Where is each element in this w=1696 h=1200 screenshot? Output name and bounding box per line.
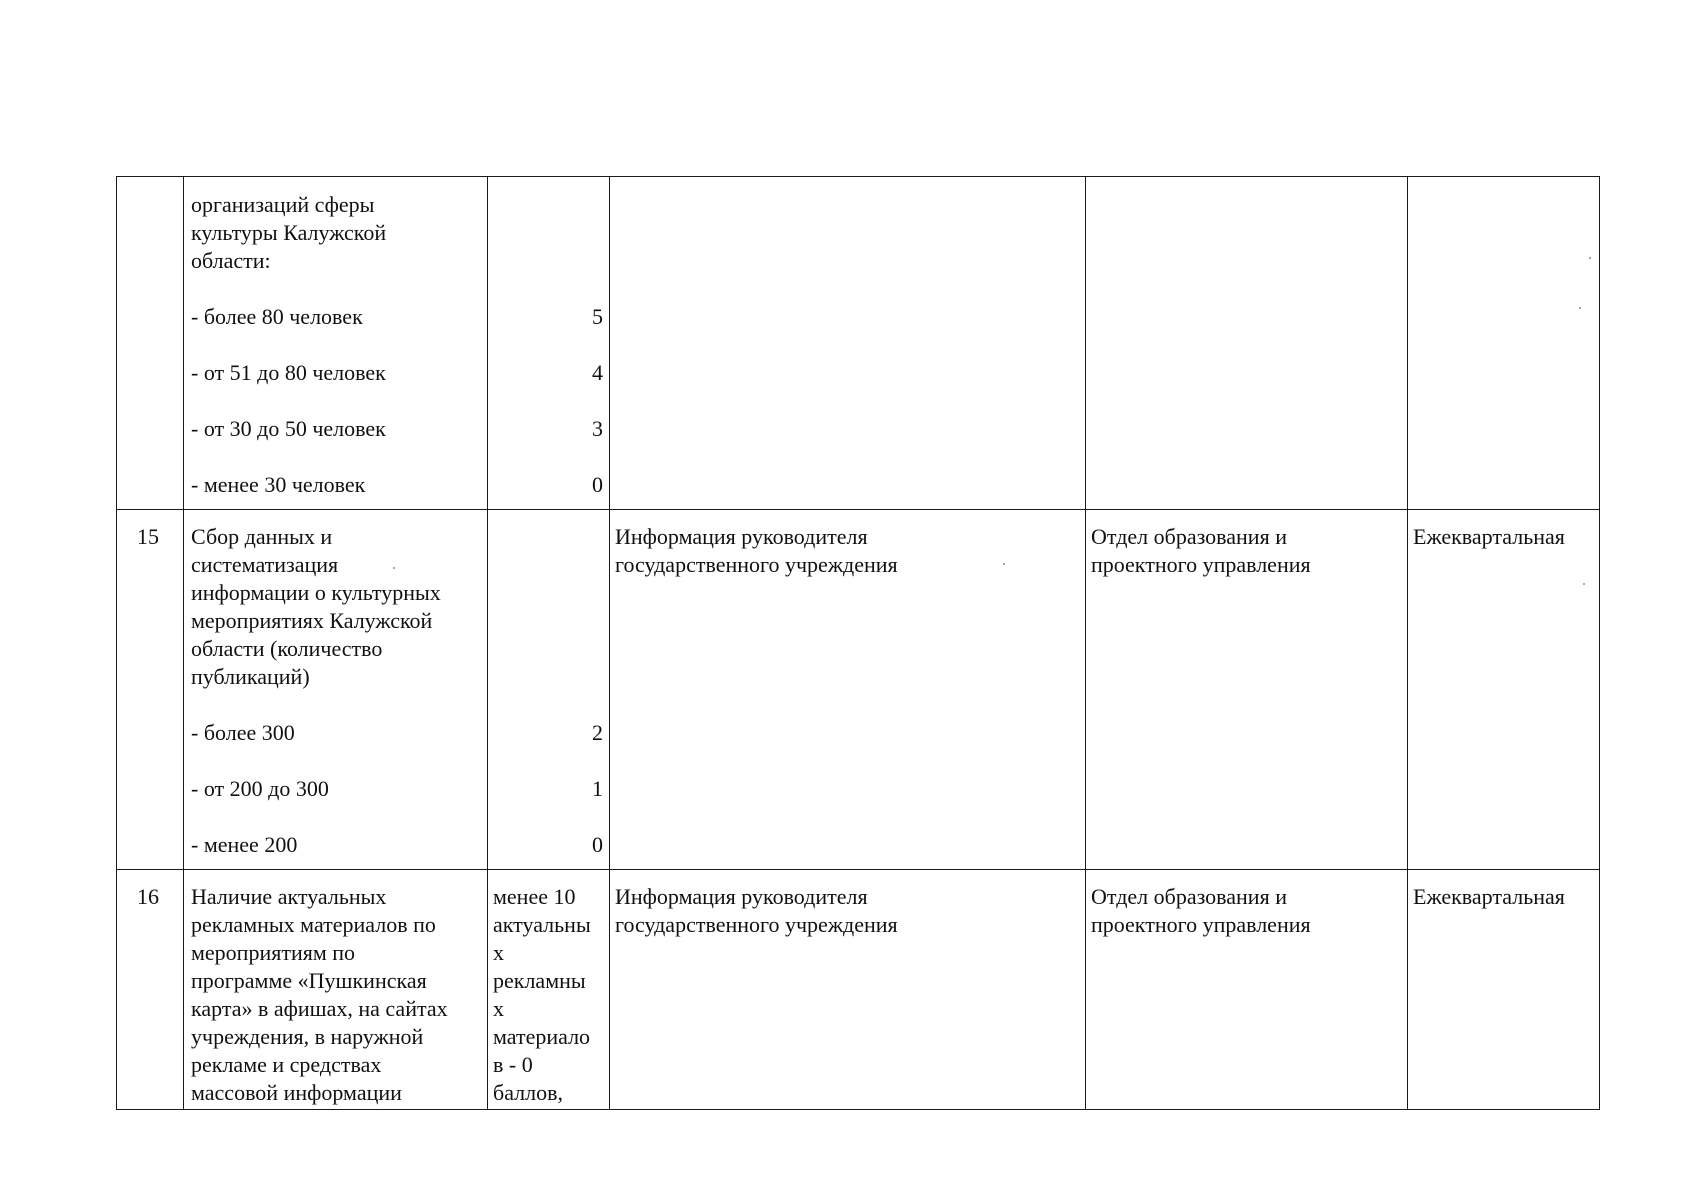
column-separator: [183, 177, 184, 1109]
criteria-text-line: мероприятиях Калужской: [191, 608, 433, 633]
score-text-line: актуальны: [493, 912, 591, 937]
option-label: - от 200 до 300: [191, 776, 329, 801]
score-text-line: х: [493, 940, 504, 965]
source-text-line: государственного учреждения: [615, 912, 898, 937]
criteria-text-line: программе «Пушкинская: [191, 968, 427, 993]
criteria-text-line: рекламных материалов по: [191, 912, 436, 937]
column-separator: [1407, 177, 1408, 1109]
responsible-text-line: Отдел образования и: [1091, 524, 1287, 549]
criteria-text-line: области (количество: [191, 636, 383, 661]
criteria-text-line: Наличие актуальных: [191, 884, 387, 909]
option-label: - более 80 человек: [191, 304, 363, 329]
criteria-text-line: массовой информации: [191, 1080, 402, 1105]
option-score: 2: [592, 720, 603, 745]
column-separator: [609, 177, 610, 1109]
option-label: - от 51 до 80 человек: [191, 360, 386, 385]
option-score: 0: [592, 832, 603, 857]
criteria-table: [116, 176, 1600, 1110]
criteria-text-line: информации о культурных: [191, 580, 441, 605]
row-separator: [117, 509, 1599, 510]
criteria-text-line: культуры Калужской: [191, 220, 387, 245]
option-label: - более 300: [191, 720, 295, 745]
criteria-text-line: публикаций): [191, 664, 310, 689]
scan-speck: [1583, 583, 1585, 585]
score-text-line: материало: [493, 1024, 591, 1049]
option-label: - от 30 до 50 человек: [191, 416, 386, 441]
row-separator: [117, 869, 1599, 870]
score-text-line: х: [493, 996, 504, 1021]
criteria-text-line: учреждения, в наружной: [191, 1024, 424, 1049]
frequency-text: Ежеквартальная: [1413, 884, 1565, 909]
option-label: - менее 200: [191, 832, 298, 857]
scan-speck: [1589, 257, 1591, 259]
source-text-line: Информация руководителя: [615, 884, 868, 909]
criteria-text-line: области:: [191, 248, 271, 273]
criteria-text-line: систематизация: [191, 552, 339, 577]
option-score: 5: [592, 304, 603, 329]
column-separator: [1085, 177, 1086, 1109]
responsible-text-line: Отдел образования и: [1091, 884, 1287, 909]
score-text-line: менее 10: [493, 884, 576, 909]
scan-speck: [1579, 307, 1581, 309]
frequency-text: Ежеквартальная: [1413, 524, 1565, 549]
source-text-line: государственного учреждения: [615, 552, 898, 577]
score-text-line: в - 0: [493, 1052, 533, 1077]
option-label: - менее 30 человек: [191, 472, 366, 497]
criteria-text-line: организаций сферы: [191, 192, 375, 217]
option-score: 1: [592, 776, 603, 801]
scan-speck: [1003, 563, 1005, 565]
criteria-text-line: мероприятиям по: [191, 940, 356, 965]
responsible-text-line: проектного управления: [1091, 912, 1311, 937]
option-score: 0: [592, 472, 603, 497]
source-text-line: Информация руководителя: [615, 524, 868, 549]
score-text-line: баллов,: [493, 1080, 563, 1105]
row-number: 15: [137, 524, 159, 549]
responsible-text-line: проектного управления: [1091, 552, 1311, 577]
scan-speck: [393, 567, 395, 569]
score-text-line: рекламны: [493, 968, 586, 993]
criteria-text-line: рекламе и средствах: [191, 1052, 382, 1077]
criteria-text-line: Сбор данных и: [191, 524, 333, 549]
option-score: 3: [592, 416, 603, 441]
column-separator: [487, 177, 488, 1109]
row-number: 16: [137, 884, 159, 909]
criteria-text-line: карта» в афишах, на сайтах: [191, 996, 448, 1021]
option-score: 4: [592, 360, 603, 385]
